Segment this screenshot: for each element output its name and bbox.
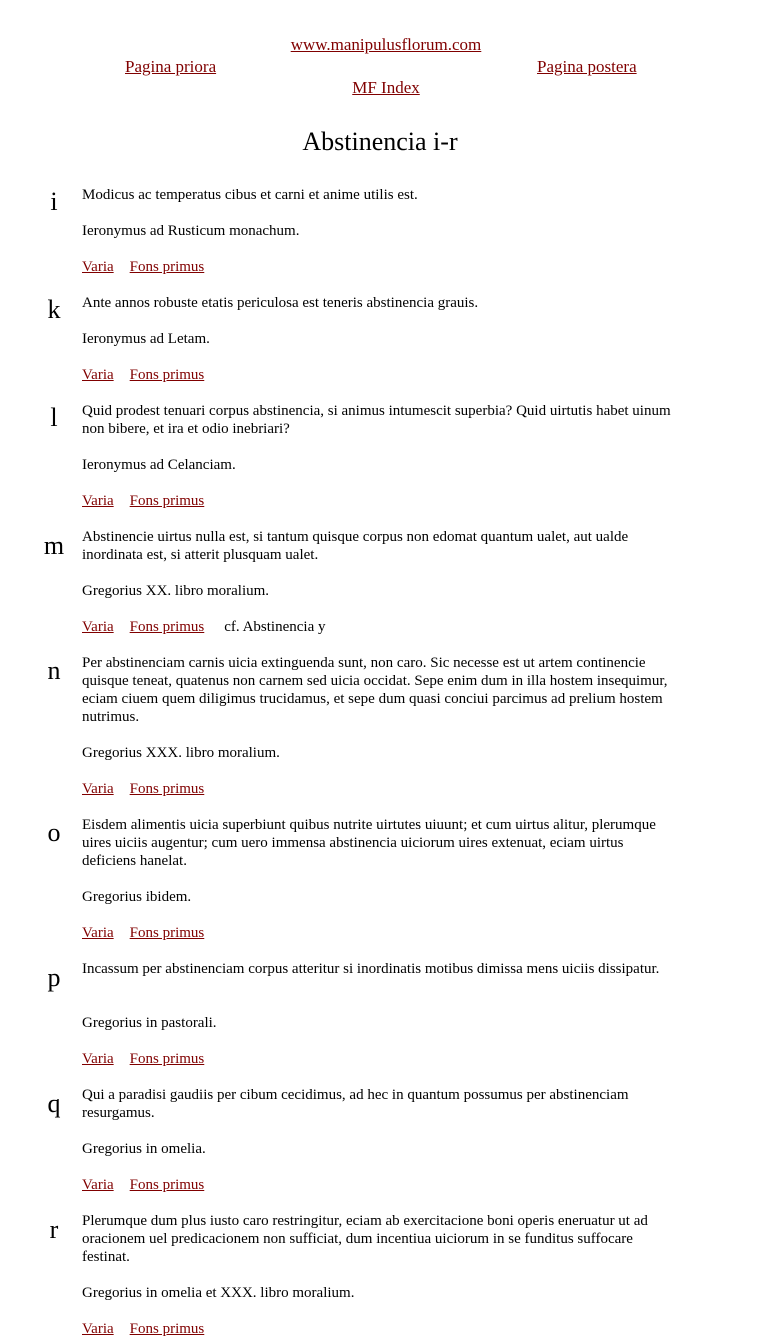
entry-links — [82, 258, 220, 276]
next-page-link[interactable]: Pagina postera — [537, 57, 637, 76]
varia-link[interactable]: Varia — [82, 781, 114, 797]
entry-source: Gregorius in omelia et XXX. libro moralium. — [82, 1285, 355, 1301]
fons-primus-link[interactable]: Fons primus — [129, 925, 205, 941]
entry-quote: Per abstinenciam carnis uicia extinguenda sunt, non caro. Sic necesse est ut artem continencie quisque teneat, quatenus non carnem sed uicia occidat. Sepe enim dum in illa hostem insequimur, eciam ciuem quem diligimus trucidamus, et sepe dum quasi conciui parcimus ad prelium hostem nutrimus. — [82, 655, 668, 725]
entry-quote: Plerumque dum plus iusto caro restringitur, eciam ab exercitacione boni operis eneruatur ut ad oracionem uel predicacionem non sufficiat, dum incentiua uiciorum in se funditus suffocare festinat. — [82, 1213, 648, 1265]
entry-source: Ieronymus ad Celanciam. — [82, 457, 236, 473]
entry-source: Gregorius in omelia. — [82, 1141, 206, 1157]
entry-links — [82, 366, 220, 384]
varia-link[interactable]: Varia — [82, 925, 114, 941]
entry-source: Gregorius XXX. libro moralium. — [82, 745, 280, 761]
entry-quote: Ante annos robuste etatis periculosa est teneris abstinencia grauis. — [82, 295, 479, 311]
mf-index-link[interactable]: MF Index — [352, 78, 420, 97]
entry-letter: i — [50, 187, 58, 216]
page-title: Abstinencia i-r — [302, 127, 458, 156]
entry-letter: n — [47, 656, 61, 685]
fons-primus-link[interactable]: Fons primus — [129, 1321, 205, 1337]
varia-link[interactable]: Varia — [82, 1321, 114, 1337]
fons-primus-link[interactable]: Fons primus — [129, 1051, 205, 1067]
entry-links — [82, 1176, 220, 1194]
entry-letter: l — [50, 403, 58, 432]
entry-links — [82, 1050, 220, 1068]
fons-primus-link[interactable]: Fons primus — [129, 367, 205, 383]
varia-link[interactable]: Varia — [82, 493, 114, 509]
entry-links — [82, 618, 326, 636]
fons-primus-link[interactable]: Fons primus — [129, 493, 205, 509]
entry-quote: Incassum per abstinenciam corpus atteritur si inordinatis motibus dimissa mens uiciis dissipatur. — [82, 961, 660, 977]
fons-primus-link[interactable]: Fons primus — [129, 259, 205, 275]
entry-quote: Abstinencie uirtus nulla est, si tantum quisque corpus non edomat quantum ualet, aut ualde inordinata est, si atterit plusquam ualet. — [82, 529, 629, 563]
entry-quote: Quid prodest tenuari corpus abstinencia, si animus intumescit superbia? Quid uirtutis habet uinum non bibere, et ira et odio inebriari? — [82, 403, 671, 437]
entry-links — [82, 780, 220, 798]
entry-letter: q — [47, 1089, 61, 1118]
entry-source: Ieronymus ad Rusticum monachum. — [82, 223, 300, 239]
entry-source: Gregorius XX. libro moralium. — [82, 583, 270, 599]
entry-quote: Qui a paradisi gaudiis per cibum cecidimus, ad hec in quantum possumus per abstinenciam resurgamus. — [82, 1087, 629, 1121]
entry-source: Gregorius in pastorali. — [82, 1015, 217, 1031]
fons-primus-link[interactable]: Fons primus — [129, 619, 205, 635]
varia-link[interactable]: Varia — [82, 1177, 114, 1193]
entry-source: Gregorius ibidem. — [82, 889, 192, 905]
cross-reference: cf. Abstinencia y — [224, 619, 326, 635]
entry-letter: o — [47, 818, 61, 847]
fons-primus-link[interactable]: Fons primus — [129, 1177, 205, 1193]
entry-letter: k — [47, 295, 61, 324]
entry-letter: r — [49, 1215, 59, 1244]
entry-letter: m — [43, 531, 65, 560]
fons-primus-link[interactable]: Fons primus — [129, 781, 205, 797]
varia-link[interactable]: Varia — [82, 367, 114, 383]
entry-quote: Eisdem alimentis uicia superbiunt quibus nutrite uirtutes uiuunt; et cum uirtus alitur, plerumque uires uiciis augentur; cum uero immensa abstinencia uiciorum uires extenuat, eciam uirtus deficiens hanelat. — [82, 817, 656, 869]
entry-source: Ieronymus ad Letam. — [82, 331, 210, 347]
entry-letter: p — [47, 963, 61, 992]
varia-link[interactable]: Varia — [82, 1051, 114, 1067]
entry-links — [82, 492, 220, 510]
entry-links — [82, 924, 220, 942]
varia-link[interactable]: Varia — [82, 259, 114, 275]
entry-quote: Modicus ac temperatus cibus et carni et anime utilis est. — [82, 187, 418, 203]
previous-page-link[interactable]: Pagina priora — [125, 57, 217, 76]
varia-link[interactable]: Varia — [82, 619, 114, 635]
entry-links — [82, 1320, 220, 1338]
site-home-link[interactable]: www.manipulusflorum.com — [290, 35, 482, 54]
